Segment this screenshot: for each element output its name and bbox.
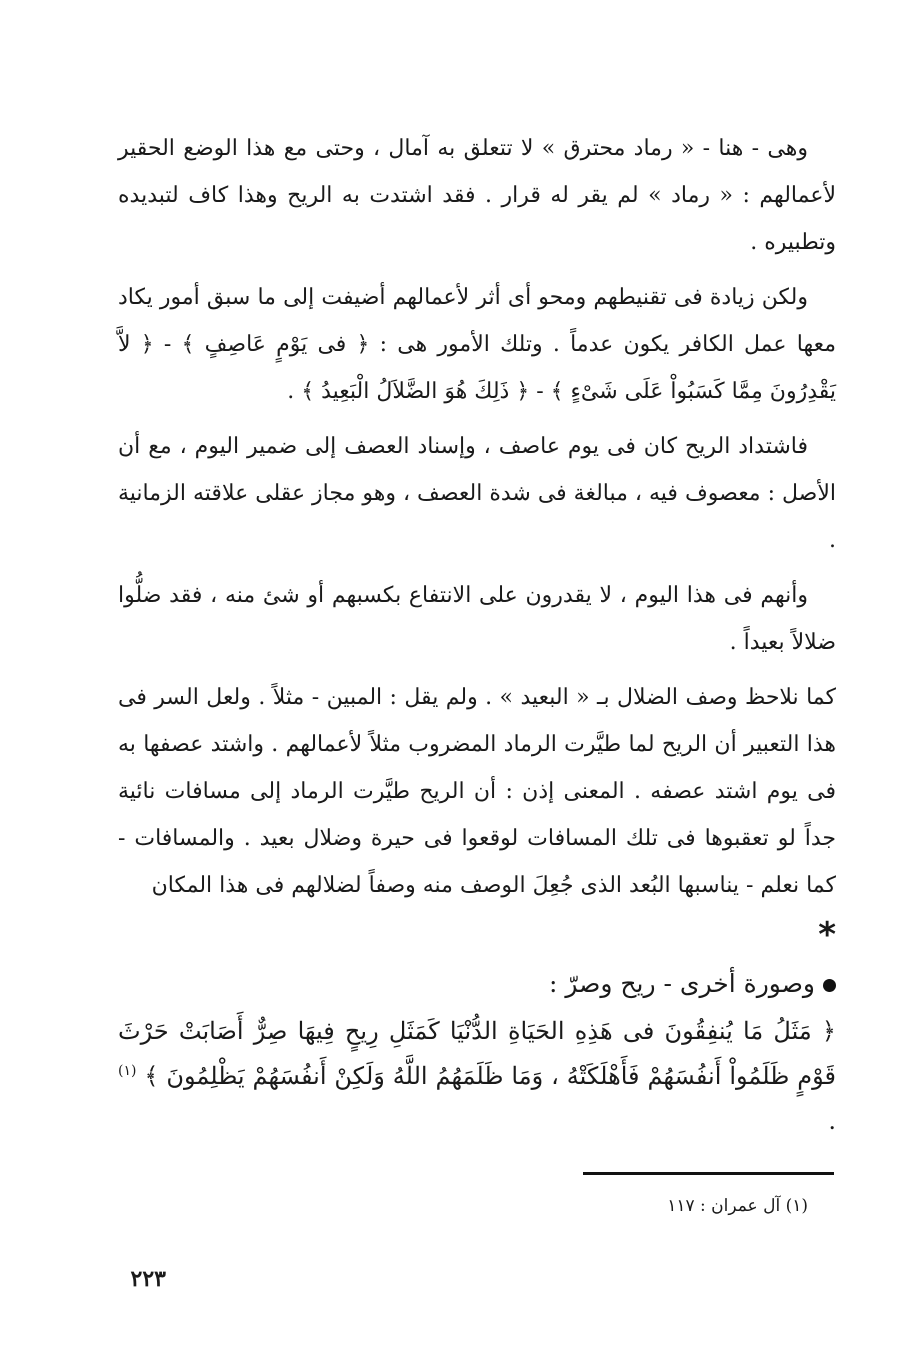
bullet-icon xyxy=(823,979,836,992)
paragraph-added-matters: ولكن زيادة فى تقنيطهم ومحو أى أثر لأعمالهم أضيفت إلى ما سبق أمور يكاد معها عمل الكافر يكون عدماً . وتلك الأمور هى : ﴿ فى يَوْمٍ عَاصِفٍ ﴾ - ﴿ لاَّ يَقْدِرُونَ مِمَّا كَسَبُواْ عَلَى شَىْءٍ ﴾ - ﴿ ذَلِكَ هُوَ الضَّلاَلُ الْبَعِيدُ ﴾ . xyxy=(118,285,836,404)
section-heading-text: وصورة أخرى - ريح وصرّ : xyxy=(548,969,815,998)
section-heading xyxy=(118,959,836,1009)
page-body xyxy=(118,125,836,1144)
paragraph-unable-to-benefit: وأنهم فى هذا اليوم ، لا يقدرون على الانتفاع بكسبهم أو شئ منه ، فقد ضلُّوا ضلالاً بعيداً . xyxy=(118,583,836,655)
quran-verse-text: ﴿ مَثَلُ مَا يُنفِقُونَ فى هَذِهِ الحَيَاةِ الدُّنْيَا كَمَثَلِ رِيحٍ فِيهَا صِرٌّ أَصَابَتْ حَرْثَ قَوْمٍ ظَلَمُواْ أَنفُسَهُمْ فَأَهْلَكَتْهُ ، وَمَا ظَلَمَهُمُ اللَّهُ وَلَكِنْ أَنفُسَهُمْ يَظْلِمُونَ ﴾ xyxy=(118,1017,836,1090)
footnote-divider xyxy=(583,1172,834,1175)
footnote: (١) آل عمران : ١١٧ xyxy=(667,1196,808,1216)
section-separator: * xyxy=(818,915,836,955)
footnote-reference: (١) xyxy=(118,1063,137,1079)
paragraph-stormy-day: فاشتداد الريح كان فى يوم عاصف ، وإسناد العصف إلى ضمير اليوم ، مع أن الأصل : معصوف فيه ، مبالغة فى شدة العصف ، وهو مجاز عقلى علاقته الزمانية . xyxy=(118,434,836,553)
paragraph-distant-error: كما نلاحظ وصف الضلال بـ « البعيد » . ولم يقل : المبين - مثلاً . ولعل السر فى هذا التعبير أن الريح لما طيَّرت الرماد المضروب مثلاً لأعمالهم . واشتد عصفها به فى يوم اشتد عصفه . المعنى إذن : أن الريح طيَّرت الرماد إلى مسافات نائية جداً لو تعقبوها فى تلك المسافات لوقعوا فى حيرة وضلال بعيد . والمسافات - كما نعلم - يناسبها البُعد الذى جُعِلَ الوصف منه وصفاً لضلالهم فى هذا المكان xyxy=(118,685,836,898)
verse-end-mark: . xyxy=(828,1107,836,1135)
page-number: ٢٢٣ xyxy=(130,1266,166,1292)
paragraph-ash-description: وهى - هنا - « رماد محترق » لا تتعلق به آمال ، وحتى مع هذا الوضع الحقير لأعمالهم : « رماد » لم يقر له قرار . فقد اشتدت به الريح وهذا كاف لتبديده وتطبيره . xyxy=(118,136,836,255)
quran-verse-paragraph xyxy=(118,1009,836,1144)
